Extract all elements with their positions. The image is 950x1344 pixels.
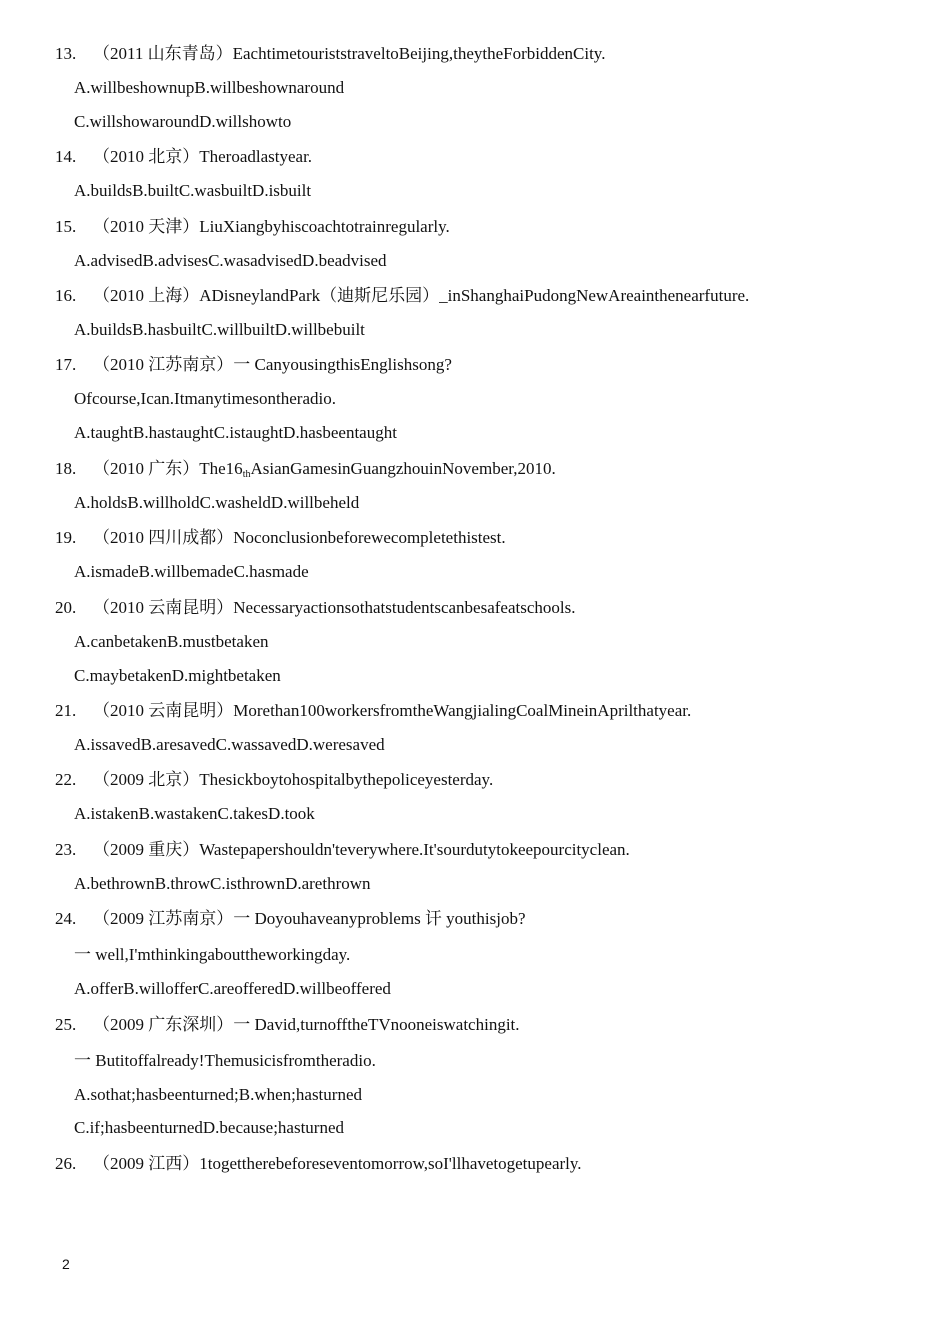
question-text: （2010 北京）Theroadlastyear. xyxy=(93,147,313,166)
answer-options: C.if;hasbeenturnedD.because;hasturned xyxy=(74,1118,345,1137)
question-number: 15. xyxy=(55,217,77,236)
question-number: 26. xyxy=(55,1154,77,1173)
question-16 xyxy=(55,285,749,307)
question-text-continued: AsianGamesinGuangzhouinNovember,2010. xyxy=(250,459,556,478)
question-text: （2009 江苏南京）一 Doyouhaveanyproblems 讦 youthisjob? xyxy=(93,909,526,928)
question-text: （2010 江苏南京）一 CanyousingthisEnglishsong? xyxy=(93,355,452,374)
question-number: 19. xyxy=(55,528,77,547)
answer-options: A.bethrownB.throwC.isthrownD.arethrown xyxy=(74,874,371,893)
answer-options: A.willbeshownupB.willbeshownaround xyxy=(74,78,345,97)
answer-options: A.issavedB.aresavedC.wassavedD.weresaved xyxy=(74,735,385,754)
question-25 xyxy=(55,1014,520,1036)
question-17 xyxy=(55,354,452,376)
question-23 xyxy=(55,839,630,861)
question-text: （2009 江西）1togettherebeforeseventomorrow,soI'llhavetogetupearly. xyxy=(93,1154,582,1173)
question-number: 24. xyxy=(55,909,77,928)
question-number: 23. xyxy=(55,840,77,859)
dialogue-line: 一 well,I'mthinkingabouttheworkingday. xyxy=(74,945,351,964)
question-text: （2010 云南昆明）Necessaryactionsothatstudentscanbesafeatschools. xyxy=(93,598,576,617)
question-text: （2010 广东）The16 xyxy=(93,459,243,478)
question-number: 13. xyxy=(55,44,77,63)
question-text: （2009 广东深圳）一 David,turnofftheTVnooneiswatchingit. xyxy=(93,1015,520,1034)
dialogue-line: Ofcourse,Ican.Itmanytimesontheradio. xyxy=(74,389,336,408)
question-number: 21. xyxy=(55,701,77,720)
question-text: （2011 山东青岛）EachtimetouriststraveltoBeijing,theytheForbiddenCity. xyxy=(93,44,606,63)
question-number: 25. xyxy=(55,1015,77,1034)
question-14 xyxy=(55,146,312,168)
question-number: 17. xyxy=(55,355,77,374)
question-13 xyxy=(55,43,605,65)
question-text: （2009 北京）Thesickboytohospitalbythepoliceyesterday. xyxy=(93,770,494,789)
page-number: 2 xyxy=(62,1256,70,1272)
answer-options: A.ismadeB.willbemadeC.hasmade xyxy=(74,562,309,581)
question-15 xyxy=(55,216,450,238)
question-20 xyxy=(55,597,576,619)
answer-options: A.buildsB.builtC.wasbuiltD.isbuilt xyxy=(74,181,312,200)
question-text: （2009 重庆）Wastepapershouldn'teverywhere.It'sourdutytokeepourcityclean. xyxy=(93,840,630,859)
question-18 xyxy=(55,458,556,483)
ordinal-suffix: th xyxy=(242,469,251,480)
question-text: （2010 上海）ADisneylandPark（迪斯尼乐园）_inShanghaiPudongNewAreainthenearfuture. xyxy=(93,286,750,305)
answer-options: A.offerB.willofferC.areofferedD.willbeoffered xyxy=(74,979,391,998)
question-text: （2010 云南昆明）Morethan100workersfromtheWangjialingCoalMineinAprilthatyear. xyxy=(93,701,692,720)
question-number: 20. xyxy=(55,598,77,617)
question-number: 16. xyxy=(55,286,77,305)
dialogue-line: 一 Butitoffalready!Themusicisfromtheradio. xyxy=(74,1051,376,1070)
question-21 xyxy=(55,700,691,722)
question-24 xyxy=(55,908,526,930)
answer-options: A.istakenB.wastakenC.takesD.took xyxy=(74,804,315,823)
answer-options: A.canbetakenB.mustbetaken xyxy=(74,632,269,651)
answer-options: A.buildsB.hasbuiltC.willbuiltD.willbebuilt xyxy=(74,320,365,339)
answer-options: A.holdsB.willholdC.washeldD.willbeheld xyxy=(74,493,360,512)
question-number: 22. xyxy=(55,770,77,789)
question-number: 18. xyxy=(55,459,77,478)
question-19 xyxy=(55,527,506,549)
answer-options: A.taughtB.hastaughtC.istaughtD.hasbeentaught xyxy=(74,423,397,442)
question-text: （2010 天津）LiuXiangbyhiscoachtotrainregularly. xyxy=(93,217,450,236)
answer-options: C.willshowaroundD.willshowto xyxy=(74,112,292,131)
question-text: （2010 四川成都）Noconclusionbeforewecompletethistest. xyxy=(93,528,506,547)
question-26 xyxy=(55,1153,582,1175)
question-number: 14. xyxy=(55,147,77,166)
answer-options: C.maybetakenD.mightbetaken xyxy=(74,666,281,685)
answer-options: A.advisedB.advisesC.wasadvisedD.beadvised xyxy=(74,251,387,270)
question-22 xyxy=(55,769,493,791)
answer-options: A.sothat;hasbeenturned;B.when;hasturned xyxy=(74,1085,362,1104)
